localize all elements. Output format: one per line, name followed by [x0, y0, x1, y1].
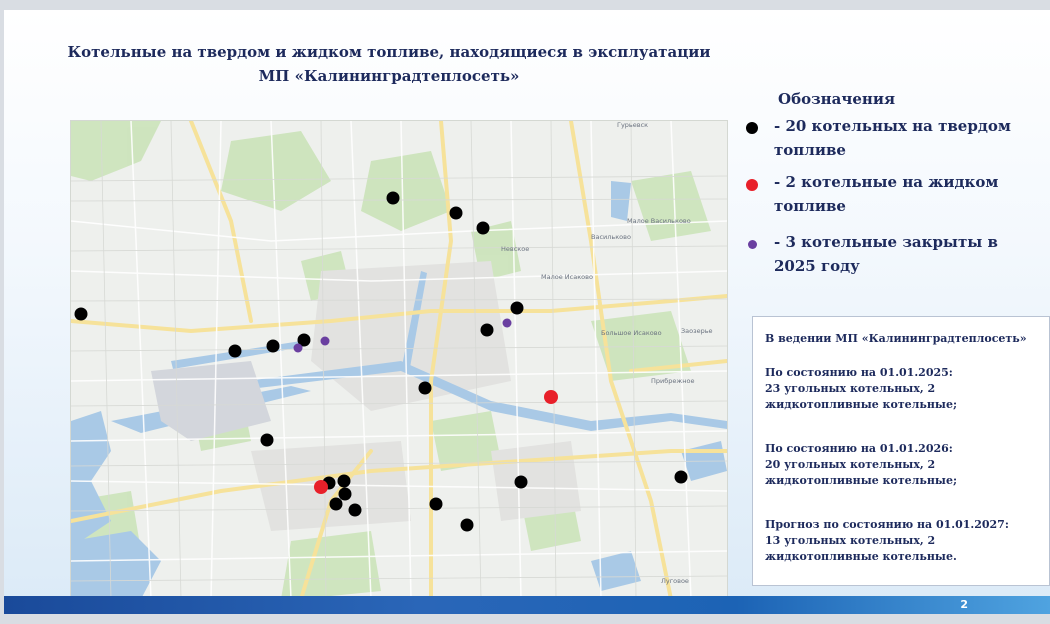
info-line-2026-1: 20 угольных котельных, 2 [765, 458, 936, 471]
legend-title: Обозначения [778, 90, 896, 108]
info-line-2027-1: 13 угольных котельных, 2 [765, 534, 936, 547]
info-date-2025: По состоянию на 01.01.2025: [765, 366, 953, 379]
boiler-solid-10 [419, 382, 432, 395]
slide-title [44, 40, 734, 88]
info-date-2026: По состоянию на 01.01.2026: [765, 442, 953, 455]
boiler-solid-9 [481, 324, 494, 337]
info-block-2027 [765, 517, 1045, 565]
title-line-1: Котельные на твердом и жидком топливе, находящиеся в эксплуатации [67, 43, 711, 61]
info-box [752, 316, 1050, 586]
boiler-solid-6 [450, 207, 463, 220]
info-date-2027: Прогноз по состоянию на 01.01.2027: [765, 518, 1009, 531]
info-block-2026 [765, 441, 1045, 489]
boiler-solid-8 [511, 302, 524, 315]
map-label-pribrezhnoe: Прибрежное [651, 377, 695, 385]
boiler-solid-14 [339, 488, 352, 501]
boiler-solid-20 [675, 471, 688, 484]
boiler-liquid-2 [314, 480, 328, 494]
boiler-solid-17 [430, 498, 443, 511]
info-line-2026-2: жидкотопливные котельные; [765, 474, 958, 487]
slide [4, 10, 1050, 614]
map-label-zaozerie: Заозерье [681, 327, 713, 335]
map-label-lugovoe: Луговое [661, 577, 689, 585]
boiler-markers [71, 121, 727, 599]
legend-text-solid: - 20 котельных на твердом топливе [774, 117, 1011, 159]
boiler-solid-5 [387, 192, 400, 205]
boiler-closed-1 [294, 344, 303, 353]
info-header: В ведении МП «Калининградтеплосеть» [765, 332, 1027, 345]
boiler-closed-2 [321, 337, 330, 346]
boiler-solid-13 [338, 475, 351, 488]
map-label-maloe-isakovo: Малое Исаково [541, 273, 593, 281]
boiler-solid-19 [515, 476, 528, 489]
map-label-maloe-vasilkovo: Малое Васильково [627, 217, 691, 225]
boiler-solid-18 [461, 519, 474, 532]
boiler-solid-1 [75, 308, 88, 321]
red-dot-icon [746, 179, 758, 191]
info-line-2025-1: 23 угольных котельных, 2 [765, 382, 936, 395]
boiler-liquid-1 [544, 390, 558, 404]
city-map[interactable] [70, 120, 728, 600]
footer-bar [4, 596, 1050, 614]
boiler-solid-3 [267, 340, 280, 353]
map-label-nevskoe: Невское [501, 245, 530, 253]
purple-dot-icon [748, 240, 757, 249]
boiler-solid-2 [229, 345, 242, 358]
info-line-2025-2: жидкотопливные котельные; [765, 398, 958, 411]
map-label-gurievsk: Гурьевск [617, 121, 649, 129]
boiler-solid-16 [349, 504, 362, 517]
black-dot-icon [746, 122, 758, 134]
title-line-2: МП «Калининградтеплосеть» [258, 67, 520, 85]
page-number: 2 [960, 598, 968, 611]
boiler-closed-3 [503, 319, 512, 328]
map-label-vasilkovo: Васильково [591, 233, 631, 241]
map-label-bolshoe-isakovo: Большое Исаково [601, 329, 662, 337]
boiler-solid-15 [330, 498, 343, 511]
info-block-2025 [765, 365, 1045, 413]
legend-text-liquid: - 2 котельные на жидком топливе [774, 173, 999, 215]
boiler-solid-7 [477, 222, 490, 235]
boiler-solid-11 [261, 434, 274, 447]
info-line-2027-2: жидкотопливные котельные. [765, 550, 957, 563]
legend-text-closed: - 3 котельные закрыты в 2025 году [774, 233, 998, 275]
